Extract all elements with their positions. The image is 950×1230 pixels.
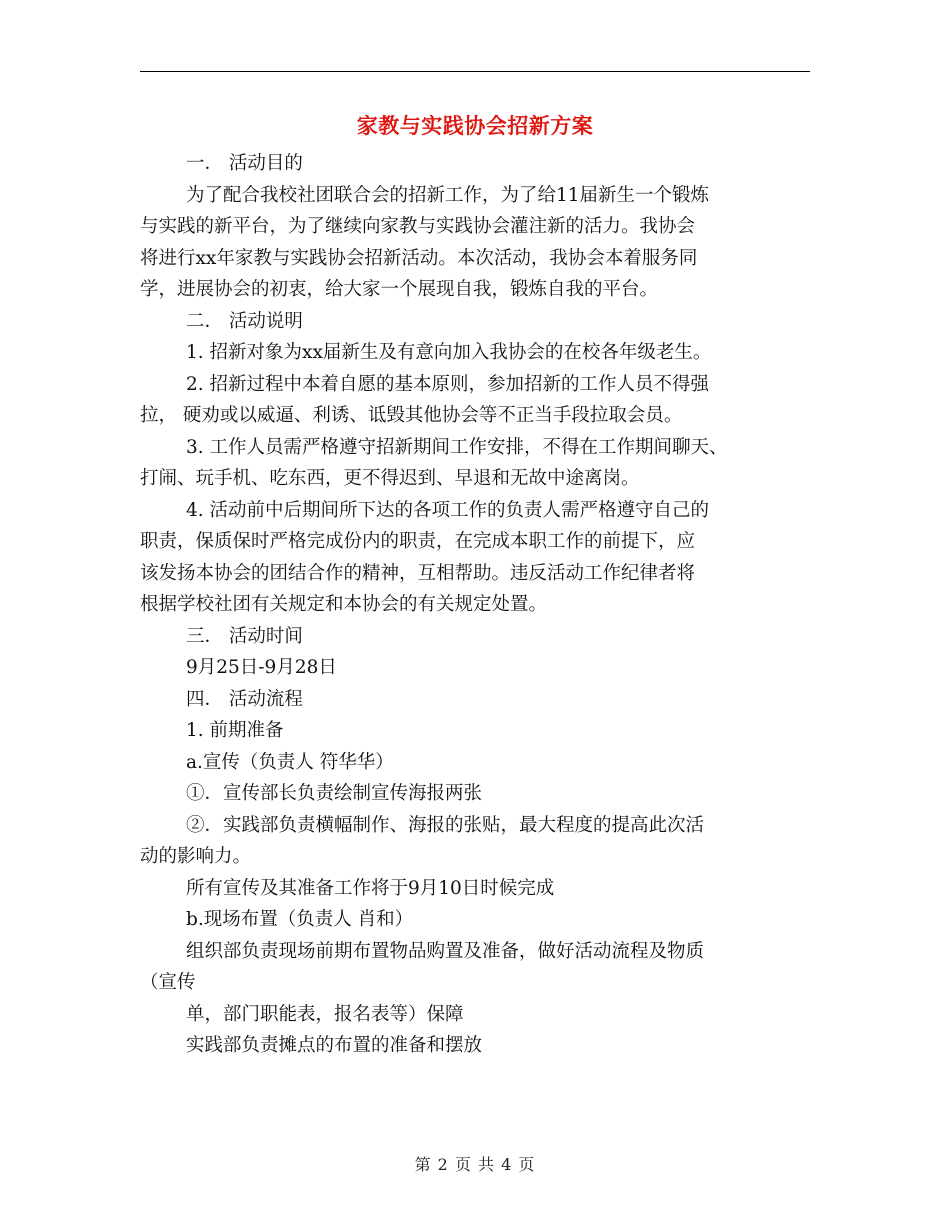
paragraph-line: b.现场布置（负责人 肖和）: [186, 909, 414, 930]
paragraph-line: 打闹、玩手机、吃东西，更不得迟到、早退和无故中途离岗。: [140, 468, 640, 489]
paragraph-line: 三． 活动时间: [186, 625, 303, 647]
paragraph-line: 四． 活动流程: [186, 688, 303, 710]
paragraph-line: 2. 招新过程中本着自愿的基本原则，参加招新的工作人员不得强: [186, 373, 710, 395]
document-title: 家教与实践协会招新方案: [356, 113, 594, 138]
paragraph-line: 根据学校社团有关规定和本协会的有关规定处置。: [140, 594, 548, 615]
paragraph-line: 拉， 硬劝或以威逼、利诱、诋毁其他协会等不正当手段拉取会员。: [140, 405, 683, 426]
page-footer: 第 2 页 共 4 页: [414, 1155, 536, 1174]
paragraph-line: 9月25日-9月28日: [186, 657, 337, 678]
paragraph-line: 一． 活动目的: [186, 153, 303, 174]
paragraph-line: 与实践的新平台，为了继续向家教与实践协会灌注新的活力。我协会: [140, 216, 696, 237]
paragraph-line: 单，部门职能表，报名表等）保障: [186, 1003, 464, 1025]
paragraph-line: 3. 工作人员需严格遵守招新期间工作安排，不得在工作期间聊天、: [186, 436, 728, 458]
paragraph-line: 组织部负责现场前期布置物品购置及准备，做好活动流程及物质: [186, 940, 705, 962]
paragraph-line: 所有宣传及其准备工作将于9月10日时候完成: [186, 877, 555, 899]
paragraph-line: ①．宣传部长负责绘制宣传海报两张: [186, 783, 483, 804]
paragraph-line: 实践部负责摊点的布置的准备和摆放: [186, 1035, 483, 1056]
paragraph-line: （宣传: [140, 972, 196, 993]
paragraph-line: 该发扬本协会的团结合作的精神，互相帮助。违反活动工作纪律者将: [140, 562, 696, 584]
paragraph-line: 1. 前期准备: [186, 720, 284, 741]
header-rule: [140, 71, 810, 72]
paragraph-line: a.宣传（负责人 符华华）: [186, 751, 394, 773]
paragraph-line: 将进行xx年家教与实践协会招新活动。本次活动，我协会本着服务同: [140, 247, 698, 269]
paragraph-line: 职责，保质保时严格完成份内的职责，在完成本职工作的前提下，应: [140, 531, 696, 552]
paragraph-line: 为了配合我校社团联合会的招新工作，为了给11届新生一个锻炼: [186, 184, 710, 206]
paragraph-line: 学，进展协会的初衷，给大家一个展现自我，锻炼自我的平台。: [140, 279, 659, 300]
paragraph-line: ②．实践部负责横幅制作、海报的张贴，最大程度的提高此次活: [186, 814, 705, 836]
paragraph-line: 1. 招新对象为xx届新生及有意向加入我协会的在校各年级老生。: [186, 342, 712, 363]
document-body: [140, 148, 812, 1062]
paragraph-line: 二． 活动说明: [186, 310, 303, 332]
paragraph-line: 4. 活动前中后期间所下达的各项工作的负责人需严格遵守自己的: [186, 499, 710, 521]
paragraph-line: 动的影响力。: [140, 846, 252, 867]
